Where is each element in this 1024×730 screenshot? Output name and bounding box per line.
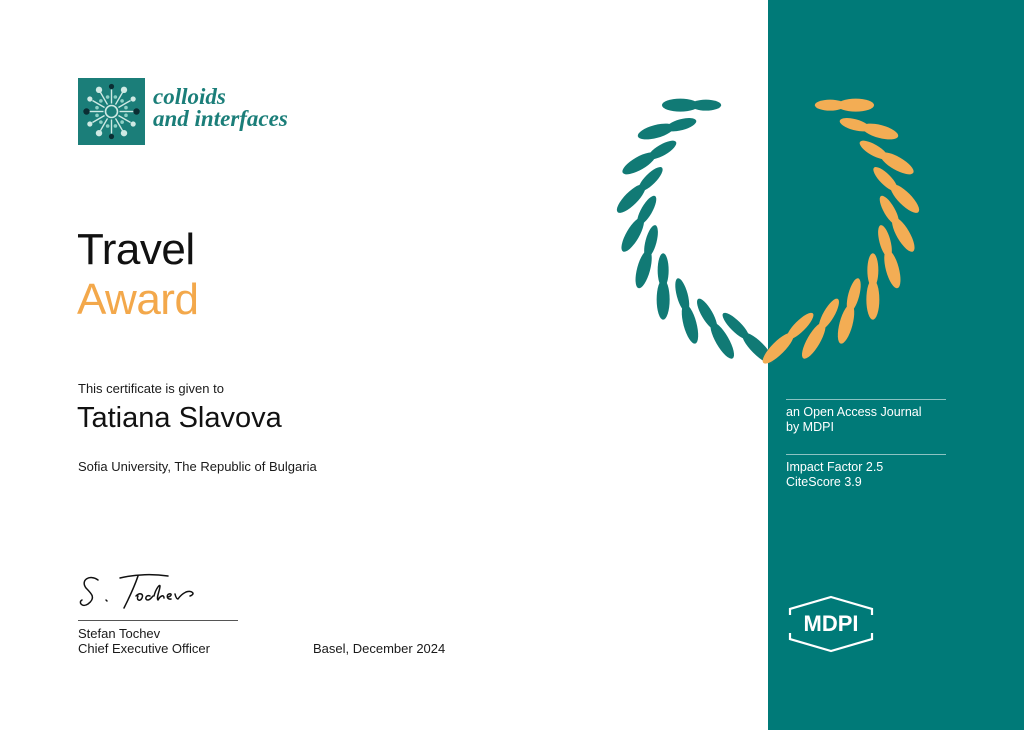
svg-text:MDPI: MDPI [803, 611, 859, 636]
journal-name-line2: and interfaces [153, 106, 288, 131]
impact-factor: Impact Factor 2.5 [786, 460, 884, 474]
laurel-wreath-icon [608, 70, 928, 390]
given-to-label: This certificate is given to [78, 381, 224, 396]
journal-description [786, 405, 922, 435]
recipient-name: Tatiana Slavova [77, 402, 282, 434]
signatory-name: Stefan Tochev [78, 626, 161, 641]
place-date: Basel, December 2024 [313, 641, 446, 656]
journal-metrics [786, 460, 883, 490]
journal-description-line2: by MDPI [786, 420, 834, 434]
award-title-line2: Award [77, 275, 199, 324]
molecule-cluster-icon [78, 78, 145, 145]
mdpi-logo [786, 595, 876, 653]
signatory-role: Chief Executive Officer [78, 641, 210, 656]
journal-description-line1: an Open Access Journal [786, 405, 922, 419]
journal-name [153, 86, 288, 130]
signature-line [78, 620, 238, 621]
divider-top [786, 399, 946, 400]
handwritten-signature [76, 566, 206, 614]
citescore: CiteScore 3.9 [786, 475, 862, 489]
recipient-affiliation: Sofia University, The Republic of Bulgaria [78, 459, 317, 474]
award-title-line1: Travel [77, 225, 195, 274]
journal-name-line1: colloids [153, 84, 226, 109]
divider-middle [786, 454, 946, 455]
